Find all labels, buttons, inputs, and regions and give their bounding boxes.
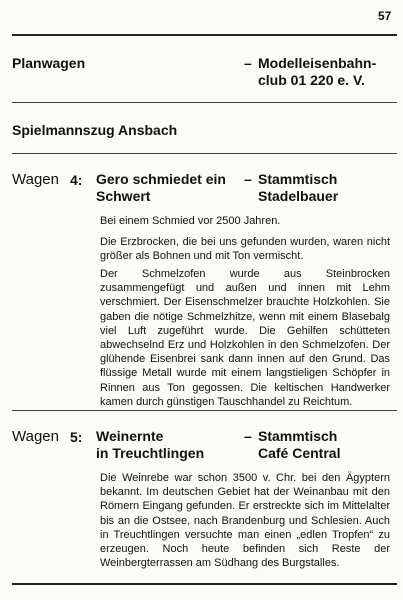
wagon-host-line-1: Stammtisch (258, 171, 338, 187)
wagon-paragraph: Der Schmelzofen wurde aus Steinbrocken zusammengefügt und außen und innen mit Lehm verschmiert. Der Eisenschmelzer brauchte Holzkohlen. Sie gaben die nötige Schmelzhitze, wenn mit einem Blasebalg viel Luft zugeführt wurde. Die Gehilfen schütteten abwechselnd Erz und Holzkohlen in den Schmelzofen. Der glühende Eisenbrei sank dann innen auf den Grund. Das flüssige Metall wurde mit einem langstieligen Schöpfer in Rinnen aus Ton gegossen. Die keltischen Handwerker kamen durch günstigen Tauschhandel zu Reichtum. (100, 268, 390, 408)
page-number: 57 (378, 9, 392, 23)
wagon-label: Wagen (12, 171, 59, 188)
wagon-title-line-1: Gero schmiedet ein (96, 171, 226, 187)
wagon-title-line-1: Weinernte (96, 428, 164, 444)
bottom-rule (12, 583, 397, 585)
top-rule (12, 34, 397, 36)
wagon-host-line-1: Stammtisch (258, 428, 338, 444)
wagon-paragraph: Bei einem Schmied vor 2500 Jahren. (100, 215, 281, 227)
wagon-paragraph: Die Weinrebe war schon 3500 v. Chr. bei den Ägyptern bekannt. Im deutschen Gebiet hat der Weinanbau mit den Römern Eingang gefunden. Er erstreckte sich im Mittelalter bis an die Ostsee, nach Brandenburg und Schlesien. Auch in Treuchtlingen versuchte man einen „edlen Tropfen“ zu erzeugen. Noch heute befinden sich Reste der Weinbergterrassen am Südhang des Burgstalles. (100, 472, 390, 570)
divider (12, 153, 397, 154)
entry-host-line-1: Modelleisenbahn- (258, 55, 377, 71)
wagon-label: Wagen (12, 428, 59, 445)
wagon-dash: – (244, 171, 252, 187)
entry-dash: – (244, 55, 252, 71)
divider (12, 410, 397, 411)
entry-planwagen: Planwagen (12, 55, 86, 71)
wagon-paragraph: Die Erzbrocken, die bei uns gefunden wurden, waren nicht größer als Bohnen und mit Ton vermischt. (100, 236, 390, 263)
entry-spielmannszug: Spielmannszug Ansbach (12, 122, 178, 138)
wagon-host-line-2: Stadelbauer (258, 188, 339, 204)
wagon-number: 4: (70, 172, 83, 188)
wagon-host-line-2: Café Central (258, 445, 341, 461)
divider (12, 102, 397, 103)
wagon-title-line-2: Schwert (96, 188, 151, 204)
wagon-number: 5: (70, 429, 83, 445)
wagon-title-line-2: in Treuchtlingen (96, 445, 205, 461)
wagon-dash: – (244, 428, 252, 444)
entry-host-line-2: club 01 220 e. V. (258, 72, 365, 88)
